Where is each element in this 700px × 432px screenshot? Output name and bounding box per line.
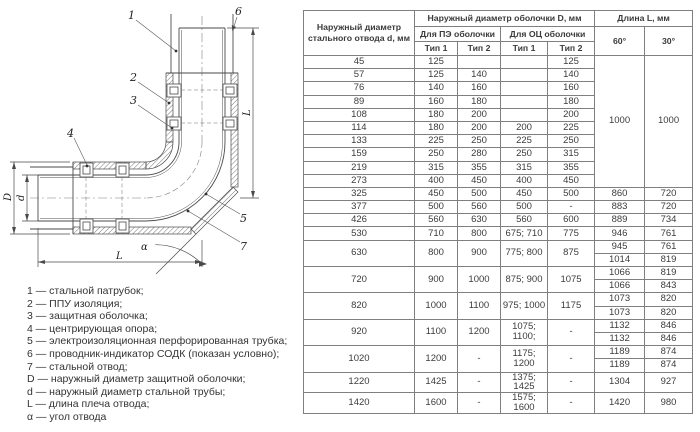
table-cell: 775	[548, 227, 595, 240]
table-cell: 315	[501, 161, 548, 174]
table-cell: 775; 800	[501, 240, 548, 266]
table-cell: 710	[415, 227, 458, 240]
table-cell: 889	[595, 214, 645, 227]
table-cell: 1304	[595, 372, 645, 393]
table-cell: 180	[415, 108, 458, 121]
table-cell: 250	[548, 135, 595, 148]
table-cell: 860	[595, 187, 645, 200]
table-cell: 500	[548, 187, 595, 200]
table-cell: 200	[501, 121, 548, 134]
table-cell: 1420	[304, 393, 415, 414]
table-cell: 1420	[595, 393, 645, 414]
table-cell: 180	[458, 95, 501, 108]
table-cell: 1073	[595, 293, 645, 306]
table-cell: 250	[501, 148, 548, 161]
table-cell: 450	[415, 187, 458, 200]
table-cell: 160	[458, 82, 501, 95]
legend-item: 5 — электроизоляционная перфорированная трубка;	[27, 335, 288, 348]
header-steel-diameter: Наружный диаметр стального отвода d, мм	[304, 11, 415, 56]
table-cell: 1000	[458, 267, 501, 293]
table-cell: 1132	[595, 332, 645, 345]
table-cell: 450	[548, 174, 595, 187]
table-cell: 1132	[595, 319, 645, 332]
dim-label-D: D	[3, 192, 14, 201]
table-cell: 846	[645, 332, 693, 345]
table-cell: 500	[458, 187, 501, 200]
table-cell: 125	[548, 56, 595, 69]
table-cell: 180	[415, 121, 458, 134]
table-cell	[501, 82, 548, 95]
table-cell: 843	[645, 280, 693, 293]
table-cell: 225	[548, 121, 595, 134]
header-length: Длина L, мм	[595, 11, 693, 27]
casing-jacket	[73, 73, 238, 234]
spec-table-header	[304, 11, 693, 56]
table-cell: 560	[501, 214, 548, 227]
legend-item: 2 — ППУ изоляция;	[27, 297, 123, 310]
header-oc-jacket: Для ОЦ оболочки	[501, 27, 595, 42]
table-cell: 975; 1000	[501, 293, 548, 319]
table-cell: 720	[304, 267, 415, 293]
table-cell: 400	[415, 174, 458, 187]
table-cell: 819	[645, 253, 693, 266]
header-oc-tip2: Тип 2	[548, 42, 595, 56]
table-cell: 76	[304, 82, 415, 95]
table-cell: 500	[415, 201, 458, 214]
table-cell: 875	[548, 240, 595, 266]
table-cell: 530	[304, 227, 415, 240]
table-cell	[458, 56, 501, 69]
table-cell: -	[548, 372, 595, 393]
header-pe-jacket: Для ПЭ оболочки	[415, 27, 501, 42]
table-cell	[501, 56, 548, 69]
table-cell: 315	[415, 161, 458, 174]
table-cell	[501, 69, 548, 82]
table-cell: 377	[304, 201, 415, 214]
table-row	[304, 319, 693, 332]
table-cell: -	[548, 346, 595, 372]
table-row	[304, 227, 693, 240]
table-cell: 560	[458, 201, 501, 214]
header-pe-tip2: Тип 2	[458, 42, 501, 56]
callout-1: 1	[128, 9, 135, 22]
table-cell: 945	[595, 240, 645, 253]
legend-item: d — наружный диаметр стальной трубы;	[27, 385, 226, 398]
table-cell: 400	[501, 174, 548, 187]
table-cell: 1200	[458, 319, 501, 345]
callout-7: 7	[240, 240, 247, 253]
table-cell: 500	[501, 201, 548, 214]
table-cell: 140	[548, 69, 595, 82]
table-cell: 450	[458, 174, 501, 187]
dim-label-d: d	[16, 194, 27, 201]
table-cell: 160	[415, 95, 458, 108]
header-oc-tip1: Тип 1	[501, 42, 548, 56]
table-cell: 200	[548, 108, 595, 121]
table-cell: 1000	[595, 56, 645, 188]
table-cell: 159	[304, 148, 415, 161]
table-cell: 57	[304, 69, 415, 82]
table-cell: 1189	[595, 346, 645, 359]
table-cell: 883	[595, 201, 645, 214]
table-cell: 180	[548, 95, 595, 108]
table-cell: 1075	[548, 267, 595, 293]
legend-item: 1 — стальной патрубок;	[27, 285, 144, 297]
table-cell: 1175	[548, 293, 595, 319]
legend-item: α — угол отвода	[27, 410, 107, 423]
table-cell: 820	[304, 293, 415, 319]
table-row	[304, 201, 693, 214]
table-cell: 1189	[595, 359, 645, 372]
table-cell: 355	[548, 161, 595, 174]
table-cell: 250	[458, 135, 501, 148]
table-cell: 1066	[595, 267, 645, 280]
table-cell: -	[548, 319, 595, 345]
dimension-alpha	[141, 234, 207, 274]
legend-item: 6 — проводник-индикатор СОДК (показан условно);	[27, 347, 280, 360]
legend-item: D — наружный диаметр защитной оболочки;	[27, 373, 246, 386]
table-cell: 734	[645, 214, 693, 227]
table-cell: 1220	[304, 372, 415, 393]
table-cell: 426	[304, 214, 415, 227]
table-cell: 250	[415, 148, 458, 161]
table-cell: 820	[645, 293, 693, 306]
table-cell: 900	[415, 267, 458, 293]
table-cell: 1175; 1200	[501, 346, 548, 372]
table-cell: 1200	[415, 346, 458, 372]
legend	[27, 285, 317, 424]
table-cell: -	[458, 346, 501, 372]
table-row	[304, 293, 693, 306]
table-cell: 325	[304, 187, 415, 200]
dim-label-alpha: α	[141, 242, 148, 253]
table-row	[304, 187, 693, 200]
table-cell: 927	[645, 372, 693, 393]
table-cell: 280	[458, 148, 501, 161]
callout-4: 4	[67, 127, 74, 140]
table-row	[304, 267, 693, 280]
table-cell	[501, 108, 548, 121]
table-cell: 720	[645, 201, 693, 214]
table-row	[304, 240, 693, 253]
table-cell: 89	[304, 95, 415, 108]
table-cell: -	[458, 393, 501, 414]
callout-6: 6	[235, 5, 242, 18]
table-cell: 560	[415, 214, 458, 227]
table-cell: 140	[415, 82, 458, 95]
elbow-drawing	[0, 0, 300, 285]
callouts	[66, 5, 247, 253]
header-60deg: 60°	[595, 27, 645, 56]
table-cell: 800	[415, 240, 458, 266]
callout-2: 2	[130, 71, 137, 84]
table-cell: 1575; 1600	[501, 393, 548, 414]
table-cell: 125	[415, 56, 458, 69]
table-cell: -	[458, 372, 501, 393]
legend-item: 3 — защитная оболочка;	[27, 310, 148, 323]
table-cell: 1000	[645, 56, 693, 188]
callout-3: 3	[130, 94, 137, 107]
table-row	[304, 372, 693, 393]
table-cell: 140	[458, 69, 501, 82]
table-cell: 1100	[458, 293, 501, 319]
table-cell: 920	[304, 319, 415, 345]
table-cell: 114	[304, 121, 415, 134]
table-cell: 225	[501, 135, 548, 148]
table-cell: 874	[645, 359, 693, 372]
table-cell: 133	[304, 135, 415, 148]
table-cell: 450	[501, 187, 548, 200]
table-row	[304, 214, 693, 227]
table-cell: -	[548, 393, 595, 414]
table-cell: 1075; 1100;	[501, 319, 548, 345]
legend-item: L — длина плеча отвода;	[27, 398, 150, 411]
table-cell: 1073	[595, 306, 645, 319]
table-cell: 1600	[415, 393, 458, 414]
table-cell: 900	[458, 240, 501, 266]
table-cell: 630	[304, 240, 415, 266]
table-cell: 219	[304, 161, 415, 174]
table-cell: 200	[458, 108, 501, 121]
table-cell: 874	[645, 346, 693, 359]
spec-table	[303, 10, 693, 414]
table-cell: 1000	[415, 293, 458, 319]
table-cell: 273	[304, 174, 415, 187]
table-cell: 45	[304, 56, 415, 69]
table-cell: 1066	[595, 280, 645, 293]
table-cell: 315	[548, 148, 595, 161]
table-cell: 630	[458, 214, 501, 227]
header-30deg: 30°	[645, 27, 693, 56]
table-cell: 1100	[415, 319, 458, 345]
header-pe-tip1: Тип 1	[415, 42, 458, 56]
table-cell: 1020	[304, 346, 415, 372]
table-cell: 600	[548, 214, 595, 227]
table-cell: -	[548, 201, 595, 214]
table-cell: 946	[595, 227, 645, 240]
table-cell: 160	[548, 82, 595, 95]
legend-item: 4 — центрирующая опора;	[27, 322, 158, 335]
table-row	[304, 346, 693, 359]
callout-5: 5	[240, 212, 247, 225]
table-cell: 200	[458, 121, 501, 134]
table-cell: 125	[415, 69, 458, 82]
legend-item: 7 — стальной отвод;	[27, 360, 128, 373]
table-cell: 1425	[415, 372, 458, 393]
spec-table-body	[304, 56, 693, 414]
header-jacket-diameter: Наружный диаметр оболочки D, мм	[415, 11, 595, 27]
table-cell: 819	[645, 267, 693, 280]
table-cell: 980	[645, 393, 693, 414]
table-cell: 225	[415, 135, 458, 148]
table-cell: 846	[645, 319, 693, 332]
table-cell: 761	[645, 240, 693, 253]
table-cell	[501, 95, 548, 108]
table-cell: 108	[304, 108, 415, 121]
table-row	[304, 393, 693, 414]
table-cell: 675; 710	[501, 227, 548, 240]
table-cell: 355	[458, 161, 501, 174]
table-cell: 800	[458, 227, 501, 240]
table-cell: 1014	[595, 253, 645, 266]
table-cell: 820	[645, 306, 693, 319]
steel-pipe	[38, 28, 225, 221]
table-cell: 1375; 1425	[501, 372, 548, 393]
table-row	[304, 56, 693, 69]
table-cell: 720	[645, 187, 693, 200]
table-cell: 761	[645, 227, 693, 240]
dim-label-L-bottom: L	[116, 251, 123, 262]
dim-label-L-right: L	[242, 109, 253, 116]
table-cell: 875; 900	[501, 267, 548, 293]
